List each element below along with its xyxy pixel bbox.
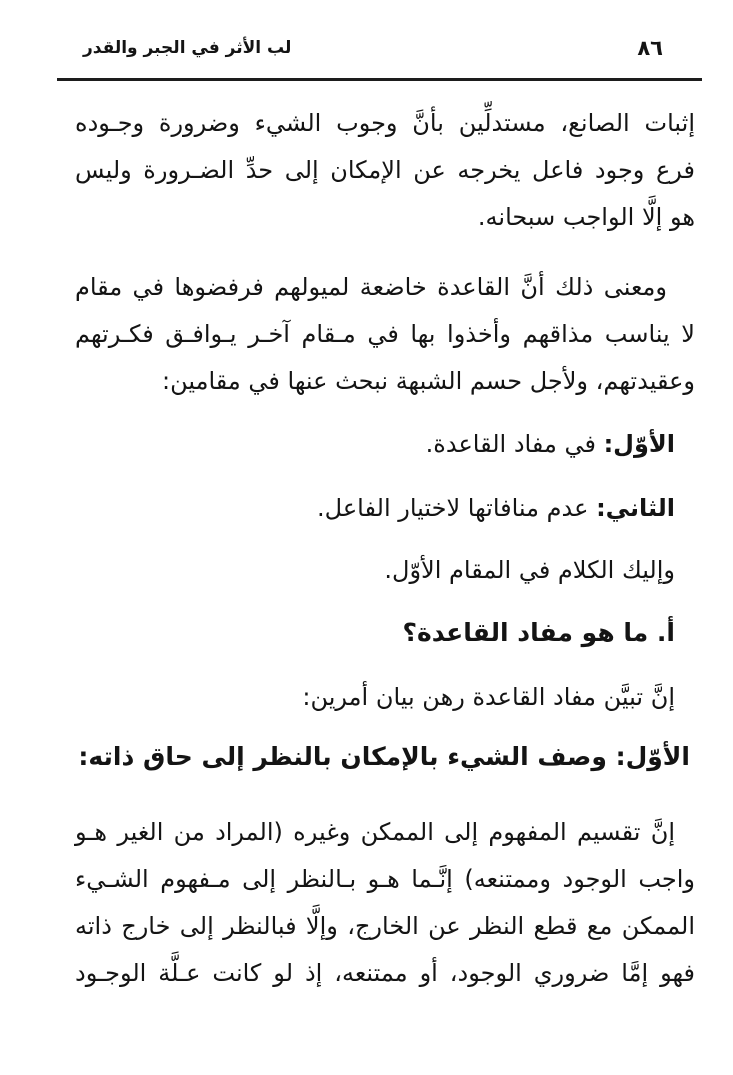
intro-line: إنَّ تبيَّن مفاد القاعدة رهن بيان أمرين: [302,683,675,711]
body-line: إثبات الصانع، مستدلِّين بأنَّ وجوب الشيء وضرورة وجـوده [75,109,695,137]
paragraph-3 [75,809,695,997]
running-head [83,30,663,66]
book-title: لب الأثر في الجبر والقدر [83,38,292,58]
item-label: الثاني: [596,494,675,522]
list-item-first [75,421,695,468]
body-line: إنَّ تقسيم المفهوم إلى الممكن وغيره (المراد من الغير هـو [75,818,675,846]
paragraph-1 [75,100,695,241]
body-line: الممكن مع قطع النظر عن الخارج، وإلَّا فبالنظر إلى خارج ذاته [75,912,695,940]
body-line: فهو إمَّا ضروري الوجود، أو ممتنعه، إذ لو كانت عـلَّة الوجـود [75,959,695,987]
list-item-second [75,485,695,532]
item-label: الأوّل: [603,430,675,458]
body-line: واجب الوجود وممتنعه) إنَّـما هـو بـالنظر إلى مـفهوم الشـيء [75,865,695,893]
transition-line [75,547,695,594]
body-line: لا يناسب مذاقهم وأخذوا بها في مـقام آخـر يـوافـق فكـرتهم [75,320,695,348]
text-block [75,100,695,997]
subsection-heading-awwal: الأوّل: وصف الشيء بالإمكان بالنظر إلى حاق ذاته: [78,742,690,771]
item-text: عدم منافاتها لاختيار الفاعل. [317,494,597,522]
item-text: وإليك الكلام في المقام الأوّل. [384,556,675,584]
item-text: في مفاد القاعدة. [425,430,604,458]
body-line: فرع وجود فاعل يخرجه عن الإمكان إلى حدِّ الضـرورة وليس [75,156,695,184]
body-line: وعقيدتهم، ولأجل حسم الشبهة نبحث عنها في مقامين: [162,367,695,395]
page-number: ٨٦ [637,36,663,60]
paragraph-2 [75,264,695,405]
body-line: ومعنى ذلك أنَّ القاعدة خاضعة لميولهم فرفضوها في مقام [75,273,667,301]
section-heading-a: أ. ما هو مفاد القاعدة؟ [402,618,675,647]
body-line: هو إلَّا الواجب سبحانه. [477,203,695,231]
header-rule [57,78,702,81]
